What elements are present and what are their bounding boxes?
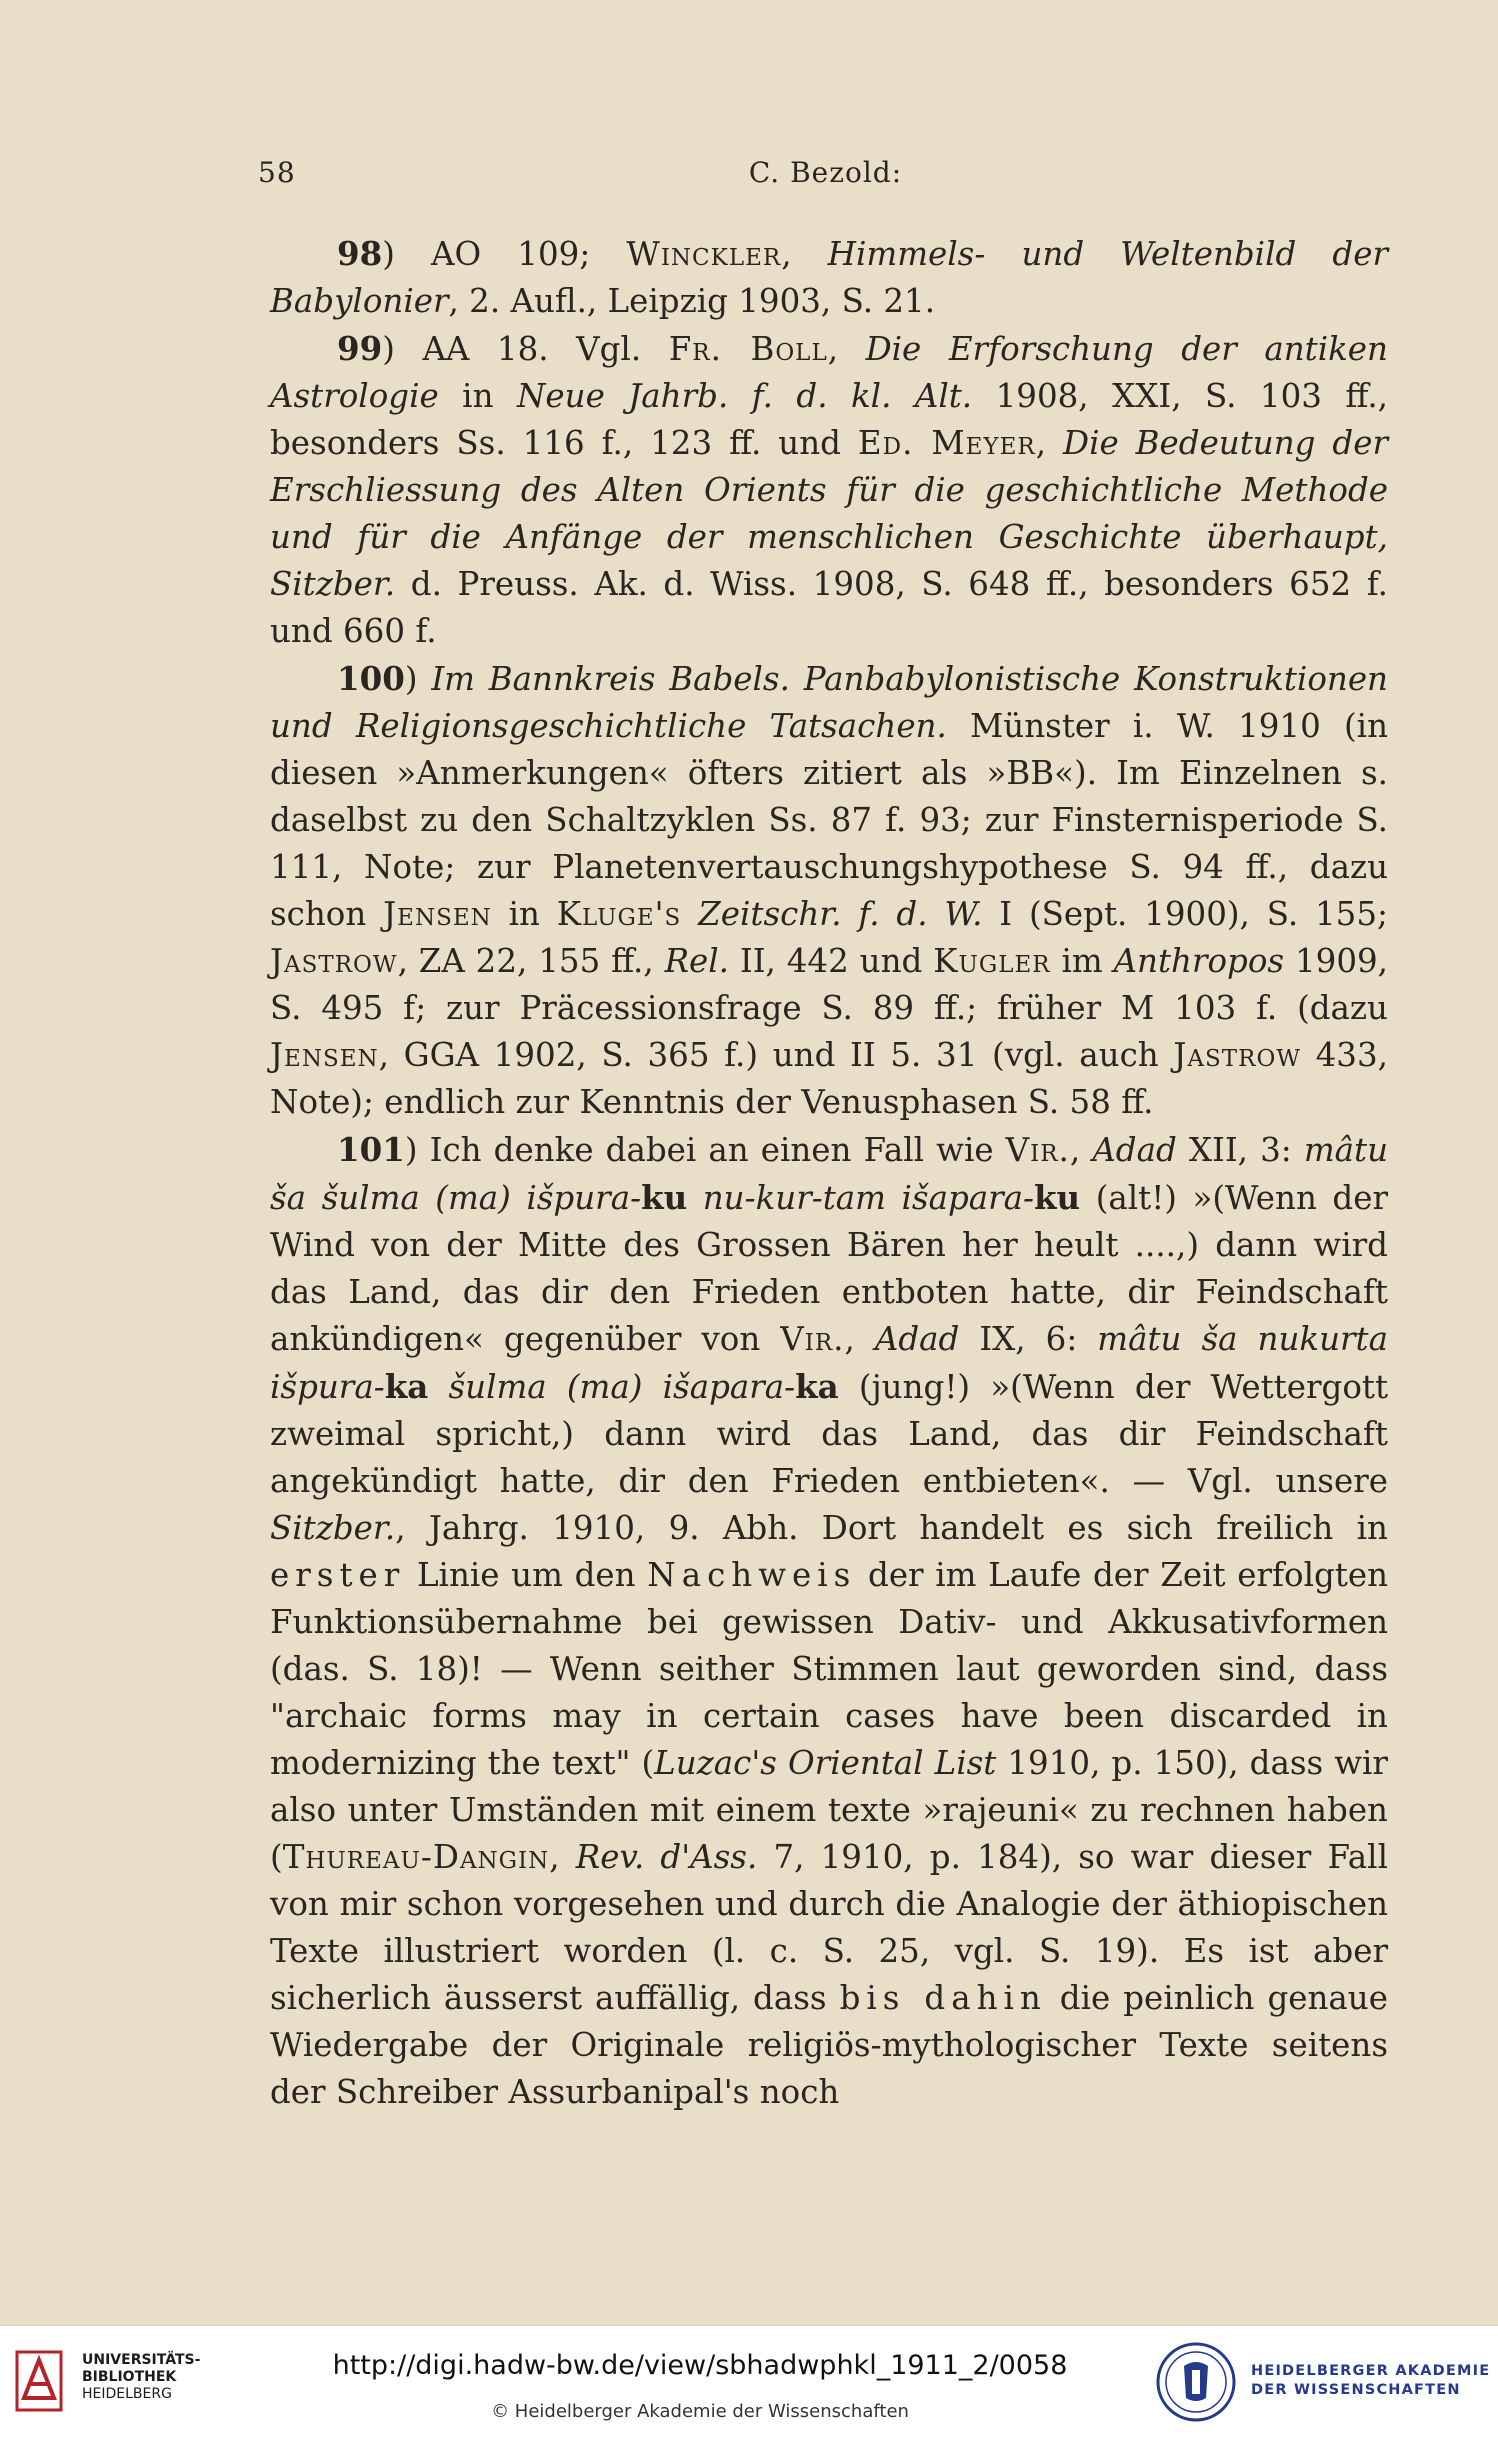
page-number: 58 <box>258 156 296 189</box>
text: (alt!) »(Wenn der Wind von der Mitte des Grossen Bären her heult ....,) dann wird das Land, das dir den Frieden entboten hatte, dir Feindschaft ankündigen« gegenüber von <box>270 1179 1388 1358</box>
text: Linie um den <box>405 1556 648 1594</box>
title-italic: Sitzber. <box>270 1509 396 1547</box>
suffix-bold: ku <box>1034 1178 1081 1217</box>
text: , <box>1069 1131 1093 1169</box>
author-name: Thureau-Dangin <box>282 1838 550 1876</box>
text: im <box>1050 942 1114 980</box>
text <box>681 895 698 933</box>
note-number: 101 <box>337 1130 405 1169</box>
text: in <box>438 377 517 415</box>
text: 7, 1910, p. 184), so war dieser Fall von mir schon vorgesehen und durch die Analogie der äthiopischen Texte illustriert worden (l. c. S. 25, vgl. S. 19). Es ist aber sicherlich äusserst auffällig, dass <box>270 1838 1388 2017</box>
spaced-emphasis: bis dahin <box>839 1979 1047 2017</box>
spaced-emphasis: Nachweis <box>647 1556 857 1594</box>
text: ) AA 18. Vgl. <box>382 330 669 368</box>
hdak-line-2: DER WISSENSCHAFTEN <box>1251 2382 1461 2398</box>
author-name: Kugler <box>933 942 1051 980</box>
text: IX, 6: <box>959 1320 1098 1358</box>
ub-heidelberg-logo-icon[interactable] <box>14 2346 64 2416</box>
note-number: 99 <box>337 329 383 368</box>
text: d. Preuss. Ak. d. Wiss. 1908, S. 648 ff., besonders 652 f. und 660 f. <box>270 565 1388 650</box>
author-name: Jensen <box>270 1036 379 1074</box>
author-name: Winckler <box>626 235 782 273</box>
text: , Jahrg. 1910, 9. Abh. Dort handelt es sich freilich in <box>395 1509 1388 1547</box>
transliteration: nu-kur-tam išapara- <box>702 1179 1035 1217</box>
author-name: Jensen <box>383 895 492 933</box>
permalink-url[interactable]: http://digi.hadw-bw.de/view/sbhadwphkl_1911_2/0058 <box>332 2350 1068 2381</box>
author-name: Fr. Boll <box>668 330 828 368</box>
title-italic: Rel. <box>664 942 730 980</box>
title-italic: Neue Jahrb. f. d. kl. Alt. <box>516 377 973 415</box>
text: Münster i. W. 1910 (in diesen »Anmerkungen« öfters zitiert als »BB«). Im Einzelnen s. daselbst zu den Schaltzyklen Ss. 87 f. 93; zur Finsternisperiode S. 111, Note; zur Planetenvertauschungshypothese S. 94 ff., dazu schon <box>270 707 1388 933</box>
ub-line-3: HEIDELBERG <box>82 2386 172 2402</box>
author-name: Jastrow <box>270 942 398 980</box>
text: I (Sept. 1900), S. 155; <box>982 895 1388 933</box>
note-number: 100 <box>337 659 405 698</box>
note-number: 98 <box>337 234 383 273</box>
suffix-bold: ku <box>641 1178 688 1217</box>
text: , <box>781 235 828 273</box>
transliteration: mâtu ša šulma (ma) išpura- <box>270 1131 1388 1217</box>
page-header <box>258 150 1393 200</box>
ub-line-1: UNIVERSITÄTS- <box>82 2352 201 2368</box>
note-99 <box>270 325 1388 655</box>
author-name: Ed. Meyer <box>857 424 1036 462</box>
title-italic: Luzac's Oriental List <box>654 1744 997 1782</box>
text: , 2. Aufl., Leipzig 1903, S. 21. <box>448 282 936 320</box>
text: , <box>844 1320 875 1358</box>
transliteration: šulma (ma) išapara- <box>448 1368 796 1406</box>
author-name: Jastrow <box>1173 1036 1301 1074</box>
title-italic: Himmels- und Weltenbild der Babylonier <box>270 235 1388 320</box>
title-italic: Anthropos <box>1113 942 1285 980</box>
title-italic: Im Bannkreis Babels. Panbabylonistische Konstruktionen und Religionsgeschichtliche Tatsachen. <box>270 660 1388 745</box>
transliteration: mâtu ša nukurta išpura- <box>270 1320 1388 1406</box>
text: (jung!) »(Wenn der Wettergott zweimal spricht,) dann wird das Land, das dir Feindschaft angekündigt hatte, dir den Frieden entbieten«. — Vgl. unsere <box>270 1368 1388 1500</box>
text: ) Ich denke dabei an einen Fall wie <box>404 1131 1006 1169</box>
text: , <box>549 1838 576 1876</box>
copyright-notice: © Heidelberger Akademie der Wissenschaften <box>491 2401 909 2422</box>
title-italic: Adad <box>1092 1131 1177 1169</box>
viewer-footer <box>0 2325 1498 2444</box>
text <box>687 1179 703 1217</box>
text: in <box>491 895 557 933</box>
text: , <box>1035 424 1064 462</box>
text: XII, 3: <box>1176 1131 1304 1169</box>
note-98 <box>270 230 1388 325</box>
hdak-line-1: HEIDELBERGER AKADEMIE <box>1251 2363 1491 2379</box>
text: 1908, XXI, S. 103 ff., besonders Ss. 116 f., 123 ff. und <box>270 377 1388 462</box>
footnotes-body <box>270 230 1388 2116</box>
text: ) <box>404 660 432 698</box>
text: II, 442 und <box>729 942 934 980</box>
hdak-name <box>1251 2362 1490 2400</box>
text: der im Laufe der Zeit erfolgten Funktionsübernahme bei gewissen Dativ- und Akkusativformen (das. S. 18)! — Wenn seither Stimmen laut geworden sind, dass "archaic forms may in certain cases have been discarded in modernizing the text" ( <box>270 1556 1388 1782</box>
author-name: Vir. <box>1005 1131 1070 1169</box>
text: , <box>827 330 866 368</box>
title-italic: Zeitschr. f. d. W. <box>698 895 983 933</box>
hdak-seal-logo-icon[interactable] <box>1156 2340 1236 2424</box>
text: die peinlich genaue Wiedergabe der Originale religiös-mythologischer Texte seitens der Schreiber Assurbanipal's noch <box>270 1979 1388 2111</box>
ub-line-2: BIBLIOTHEK <box>82 2369 177 2385</box>
text: ) AO 109; <box>382 235 627 273</box>
text: 433, Note); endlich zur Kenntnis der Venusphasen S. 58 ff. <box>270 1036 1388 1121</box>
note-100 <box>270 655 1388 1126</box>
title-italic: Rev. d'Ass. <box>575 1838 758 1876</box>
text <box>428 1368 448 1406</box>
author-name: Vir. <box>780 1320 845 1358</box>
text: , ZA 22, 155 ff., <box>397 942 665 980</box>
text: , GGA 1902, S. 365 f.) und II 5. 31 (vgl. auch <box>378 1036 1174 1074</box>
title-italic: Die Erforschung der antiken Astrologie <box>270 330 1388 415</box>
running-head: C. Bezold: <box>748 156 903 189</box>
ub-heidelberg-name <box>82 2352 200 2403</box>
author-name: Kluge's <box>556 895 682 933</box>
suffix-bold: ka <box>384 1367 429 1406</box>
note-101 <box>270 1126 1388 2116</box>
title-italic: Die Bedeutung der Erschliessung des Alten Orients für die geschichtliche Methode und für die Anfänge der menschlichen Geschichte überhaupt, Sitzber. <box>270 424 1388 603</box>
title-italic: Adad <box>874 1320 960 1358</box>
spaced-emphasis: erster <box>270 1556 406 1594</box>
text: 1909, S. 495 f; zur Präcessionsfrage S. 89 ff.; früher M 103 f. (dazu <box>270 942 1389 1027</box>
suffix-bold: ka <box>795 1367 839 1406</box>
text: 1910, p. 150), dass wir also unter Umständen mit einem texte »rajeuni« zu rechnen haben ( <box>270 1744 1388 1876</box>
